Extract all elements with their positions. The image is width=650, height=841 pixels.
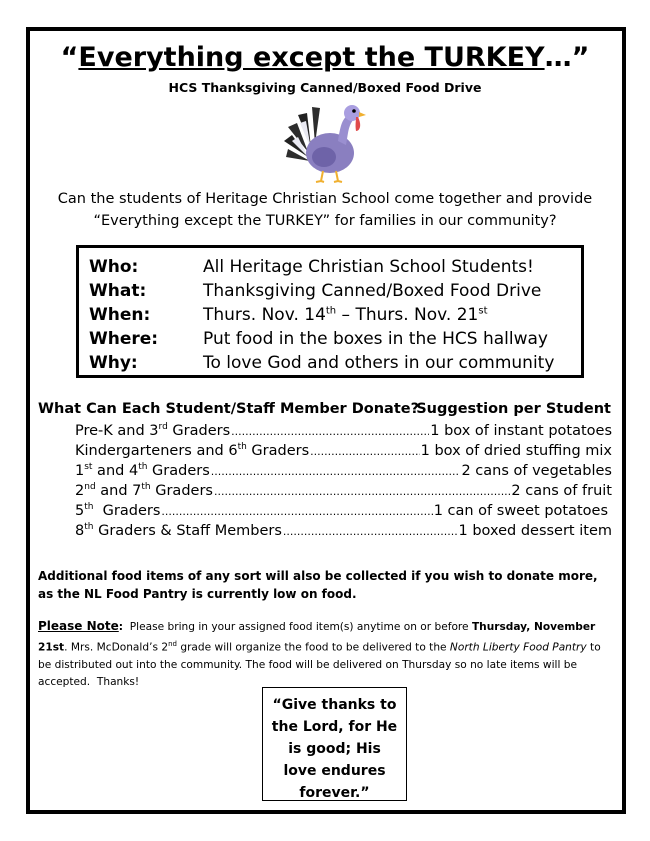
donate-item: 8th Graders & Staff Members ..... 1 boxed dessert item bbox=[75, 522, 612, 542]
please-note: Please Note: Please bring in your assigned food item(s) anytime on or before Thursday, November 21st. Mrs. McDonald’s 2nd grade will organize the food to be delivered to the North Liberty Food Pantry to be distributed out into the community. The food will be delivered on Thursday so no late items will be accepted. Thanks! bbox=[38, 619, 605, 688]
donate-item: Kindergarteners and 6th Graders ..... 1 box of dried stuffing mix bbox=[75, 442, 612, 462]
page-title: “Everything except the TURKEY…” bbox=[60, 42, 590, 73]
subtitle: HCS Thanksgiving Canned/Boxed Food Drive bbox=[168, 80, 482, 95]
donate-item: Pre-K and 3rd Graders ..... 1 box of instant potatoes bbox=[75, 422, 612, 442]
details-box: Who: All Heritage Christian School Students! What: Thanksgiving Canned/Boxed Food Drive When: Thurs. Nov. 14th – Thurs. Nov. 21st Where: Put food in the boxes in the HCS hallway Why: To love God and others in our community bbox=[76, 245, 584, 378]
intro-text: Can the students of Heritage Christian School come together and provide “Everything except the TURKEY” for families in our community? bbox=[57, 191, 593, 229]
donate-item: 1st and 4th Graders ..... 2 cans of vegetables bbox=[75, 462, 612, 482]
turkey-illustration bbox=[278, 97, 378, 183]
donate-heading: What Can Each Student/Staff Member Donate? Suggestion per Student bbox=[38, 401, 611, 417]
donate-item: 2nd and 7th Graders ..... 2 cans of fruit bbox=[75, 482, 612, 502]
bible-verse-box: “Give thanks to the Lord, for He is good; His love endures forever.” bbox=[262, 687, 407, 801]
donate-item: 5th Graders ..... 1 can of sweet potatoes bbox=[75, 502, 608, 522]
additional-items-text: Additional food items of any sort will also be collected if you wish to donate more, as the NL Food Pantry is currently low on food. bbox=[38, 569, 598, 601]
